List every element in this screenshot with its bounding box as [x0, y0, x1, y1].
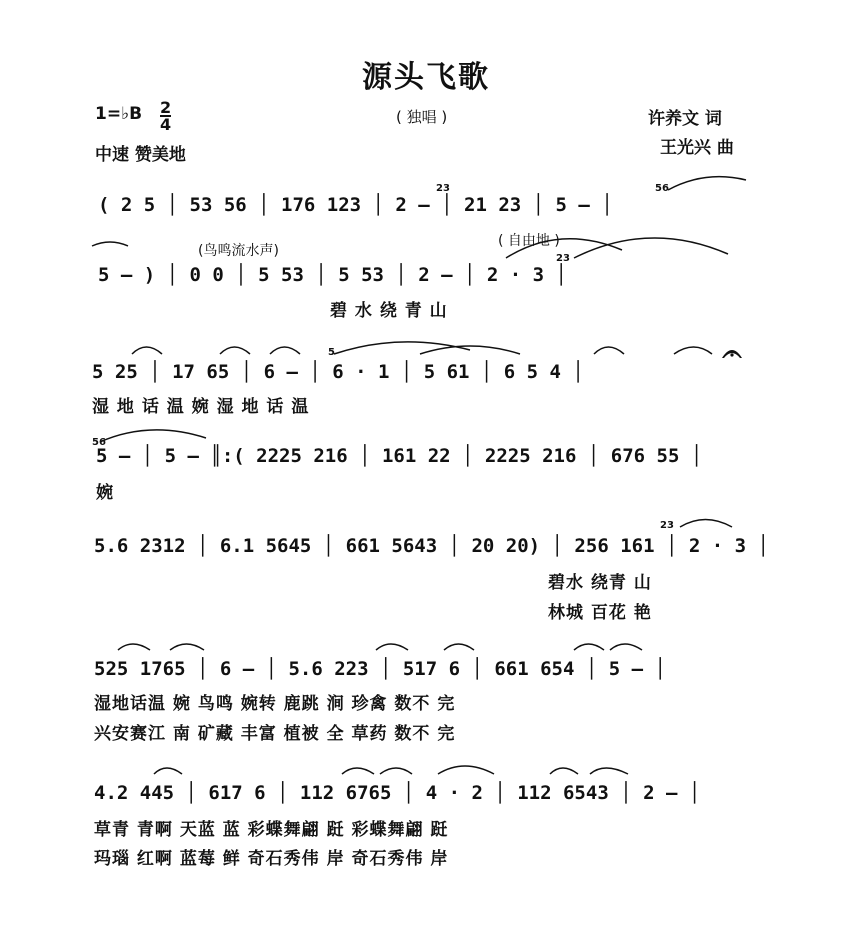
- song-title: 源头飞歌: [362, 60, 490, 95]
- slur: [680, 520, 732, 528]
- notation-row-6: 525 1765 │ 6 – │ 5.6 223 │ 517 6 │ 661 654 │ 5 – │: [94, 658, 666, 680]
- slur: [118, 644, 150, 650]
- slur: [270, 347, 300, 354]
- time-denominator: 4: [160, 115, 172, 134]
- slur: [574, 644, 604, 650]
- grace-note: 5: [328, 347, 335, 358]
- slur: [674, 347, 712, 354]
- notation-row-1: ( 2 5 │ 53 56 │ 176 123 │ 2 – │ 21 23 │ 5 – │: [98, 194, 613, 216]
- slur: [506, 239, 622, 258]
- slur: [342, 768, 374, 774]
- annotation-free-tempo: ( 自由地 ): [498, 233, 560, 249]
- tempo-marking: 中速 赞美地: [95, 145, 186, 165]
- composer: 王光兴 曲: [660, 138, 734, 158]
- annotation-birds: (鸟鸣流水声): [198, 243, 279, 259]
- slur: [220, 347, 250, 354]
- lyrics-row-5-verse-2: 林城 百花 艳: [548, 603, 652, 623]
- slur: [154, 768, 182, 774]
- notation-row-2: 5 – ) │ 0 0 │ 5 53 │ 5 53 │ 2 – │ 2 · 3 │: [98, 264, 567, 286]
- lyrics-row-6-verse-2: 兴安赛江 南 矿藏 丰富 植被 全 草药 数不 完: [94, 724, 456, 744]
- lyrics-row-7-verse-2: 玛瑙 红啊 蓝莓 鲜 奇石秀伟 岸 奇石秀伟 岸: [94, 849, 449, 869]
- grace-note: 56: [655, 183, 669, 194]
- slur: [376, 644, 408, 650]
- lyrics-row-3: 湿 地 话 温 婉 湿 地 话 温: [92, 397, 310, 417]
- slur: [444, 644, 474, 650]
- lyrics-row-5-verse-1: 碧水 绕青 山: [548, 573, 652, 593]
- performance-type: ( 独唱 ): [396, 108, 448, 126]
- lyrics-row-6-verse-1: 湿地话温 婉 鸟鸣 婉转 鹿跳 涧 珍禽 数不 完: [94, 694, 456, 714]
- slur: [668, 177, 746, 190]
- slur: [594, 347, 624, 354]
- lyrics-row-7-verse-1: 草青 青啊 天蓝 蓝 彩蝶舞翩 跹 彩蝶舞翩 跹: [94, 820, 449, 840]
- lyrics-row-4: 婉: [96, 483, 114, 503]
- slur: [590, 768, 628, 774]
- grace-note: 23: [660, 520, 674, 531]
- notation-row-4: 5 – │ 5 – ║:( 2225 216 │ 161 22 │ 2225 216 │ 676 55 │: [96, 445, 703, 467]
- key-signature: 1=♭B: [95, 104, 143, 124]
- slur: [610, 644, 642, 650]
- slur: [170, 644, 204, 650]
- notation-row-5: 5.6 2312 │ 6.1 5645 │ 661 5643 │ 20 20) │ 256 161 │ 2 · 3 │: [94, 535, 769, 557]
- fermata-dot: [730, 353, 733, 356]
- notation-row-7: 4.2 445 │ 617 6 │ 112 6765 │ 4 · 2 │ 112 6543 │ 2 – │: [94, 782, 701, 804]
- slur: [574, 238, 728, 258]
- slur: [550, 768, 578, 774]
- lyrics-row-2: 碧 水 绕 青 山: [330, 301, 448, 321]
- slur: [100, 430, 206, 442]
- slur: [380, 768, 412, 774]
- time-numerator: 2: [160, 98, 172, 117]
- slur: [438, 766, 494, 774]
- notation-row-3: 5 25 │ 17 65 │ 6 – │ 6 · 1 │ 5 61 │ 6 5 4 │: [92, 361, 584, 383]
- grace-note: 56: [92, 437, 106, 448]
- slur: [92, 242, 128, 246]
- lyricist: 许养文 词: [648, 109, 722, 129]
- grace-note: 23: [556, 253, 570, 264]
- grace-note: 23: [436, 183, 450, 194]
- slur: [132, 347, 162, 354]
